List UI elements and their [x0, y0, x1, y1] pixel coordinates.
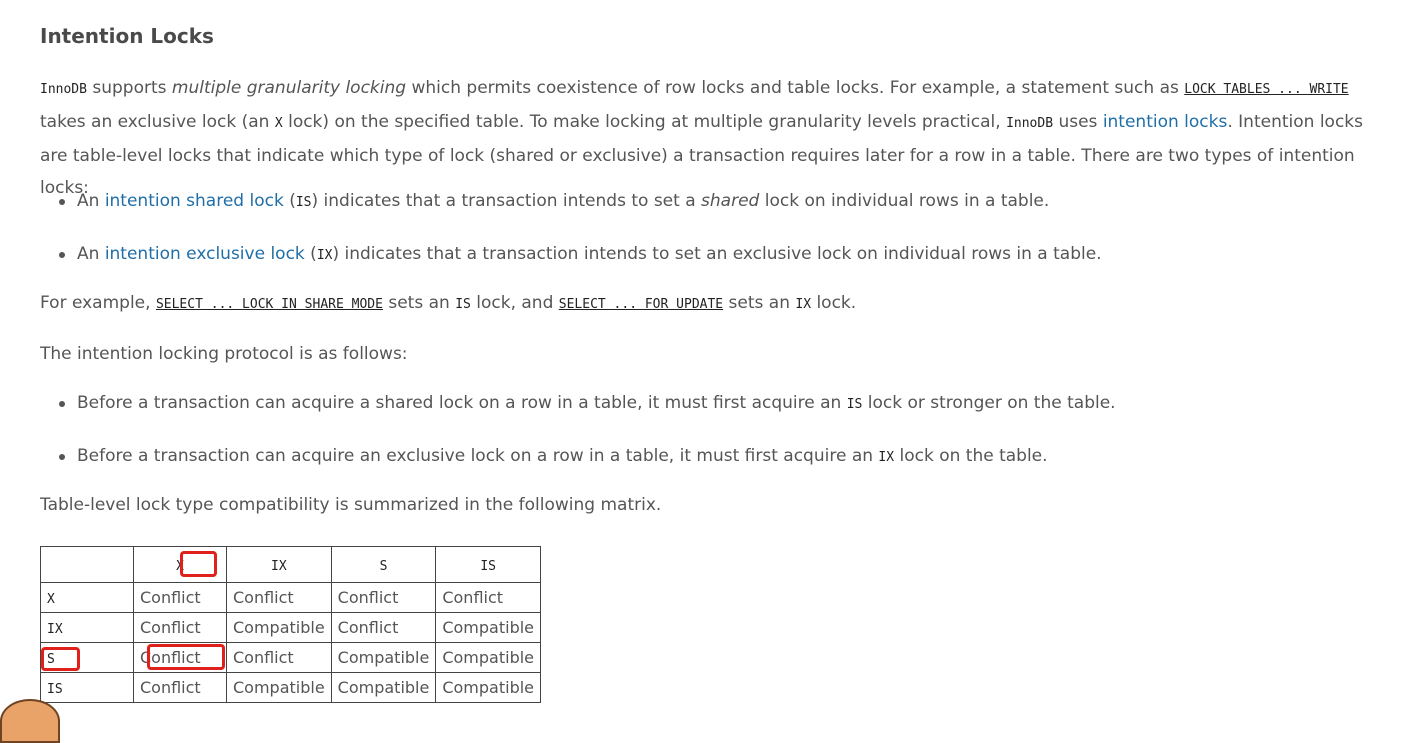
table-cell: Conflict	[436, 583, 541, 613]
protocol-item-shared: Before a transaction can acquire a shared lock on a row in a table, it must first acquire an IS lock or stronger on the table.	[40, 387, 1370, 421]
section-heading: Intention Locks	[40, 24, 214, 48]
select-lock-in-share-mode-link[interactable]: SELECT ... LOCK IN SHARE MODE	[155, 297, 383, 312]
protocol-list	[40, 387, 1370, 474]
matrix-intro: Table-level lock type compatibility is summarized in the following matrix.	[40, 495, 662, 515]
lock-compatibility-matrix	[40, 546, 541, 703]
matrix-header-row	[41, 547, 541, 583]
protocol-intro: The intention locking protocol is as follows:	[40, 344, 408, 364]
lock-tables-link[interactable]: LOCK TABLES ... WRITE	[1184, 82, 1349, 97]
table-cell: Compatible	[436, 673, 541, 703]
list-item-is: An intention shared lock (IS) indicates that a transaction intends to set a shared lock on individual rows in a table.	[40, 185, 1370, 219]
matrix-header-s: S	[331, 547, 436, 583]
table-cell: Conflict	[227, 643, 332, 673]
matrix-header-x: X	[134, 547, 227, 583]
table-cell: Conflict	[331, 613, 436, 643]
intention-lock-types-list	[40, 185, 1370, 272]
table-cell: Conflict	[134, 643, 227, 673]
row-header-ix: IX	[41, 613, 134, 643]
table-cell: Compatible	[331, 643, 436, 673]
table-cell: Compatible	[436, 643, 541, 673]
select-for-update-link[interactable]: SELECT ... FOR UPDATE	[558, 297, 724, 312]
table-cell: Conflict	[134, 673, 227, 703]
innodb-literal-2: InnoDB	[1006, 116, 1054, 131]
intention-shared-lock-link[interactable]: intention shared lock	[104, 191, 284, 211]
table-cell: Conflict	[134, 613, 227, 643]
table-row	[41, 673, 541, 703]
table-row	[41, 583, 541, 613]
table-cell: Conflict	[331, 583, 436, 613]
table-cell: Compatible	[227, 673, 332, 703]
row-header-x: X	[41, 583, 134, 613]
multiple-granularity-term: multiple granularity locking	[171, 78, 407, 98]
intention-exclusive-lock-link[interactable]: intention exclusive lock	[104, 244, 305, 264]
example-paragraph: For example, SELECT ... LOCK IN SHARE MODE sets an IS lock, and SELECT ... FOR UPDATE sets an IX lock.	[40, 293, 857, 313]
mascot-icon	[0, 699, 60, 743]
x-literal: X	[274, 116, 283, 131]
intention-locks-link[interactable]: intention locks	[1102, 112, 1228, 132]
table-row	[41, 643, 541, 673]
table-cell: Compatible	[331, 673, 436, 703]
matrix-header-is: IS	[436, 547, 541, 583]
matrix-corner-cell	[41, 547, 134, 583]
table-cell: Compatible	[227, 613, 332, 643]
row-header-is: IS	[41, 673, 134, 703]
protocol-item-exclusive: Before a transaction can acquire an exclusive lock on a row in a table, it must first acquire an IX lock on the table.	[40, 440, 1370, 474]
list-item-ix: An intention exclusive lock (IX) indicates that a transaction intends to set an exclusive lock on individual rows in a table.	[40, 238, 1370, 272]
table-row	[41, 613, 541, 643]
table-cell: Compatible	[436, 613, 541, 643]
innodb-literal: InnoDB	[40, 82, 87, 97]
intro-paragraph: InnoDB supports multiple granularity locking which permits coexistence of row locks and table locks. For example, a statement such as LOCK TABLES ... WRITE takes an exclusive lock (an X lock) on the specified table. To make locking at multiple granularity levels practical, InnoDB uses intention locks. Intention locks are table-level locks that indicate which type of lock (shared or exclusive) a transaction requires later for a row in a table. There are two types of intention locks:	[40, 78, 1363, 198]
table-cell: Conflict	[134, 583, 227, 613]
row-header-s: S	[41, 643, 134, 673]
table-cell: Conflict	[227, 583, 332, 613]
matrix-header-ix: IX	[227, 547, 332, 583]
